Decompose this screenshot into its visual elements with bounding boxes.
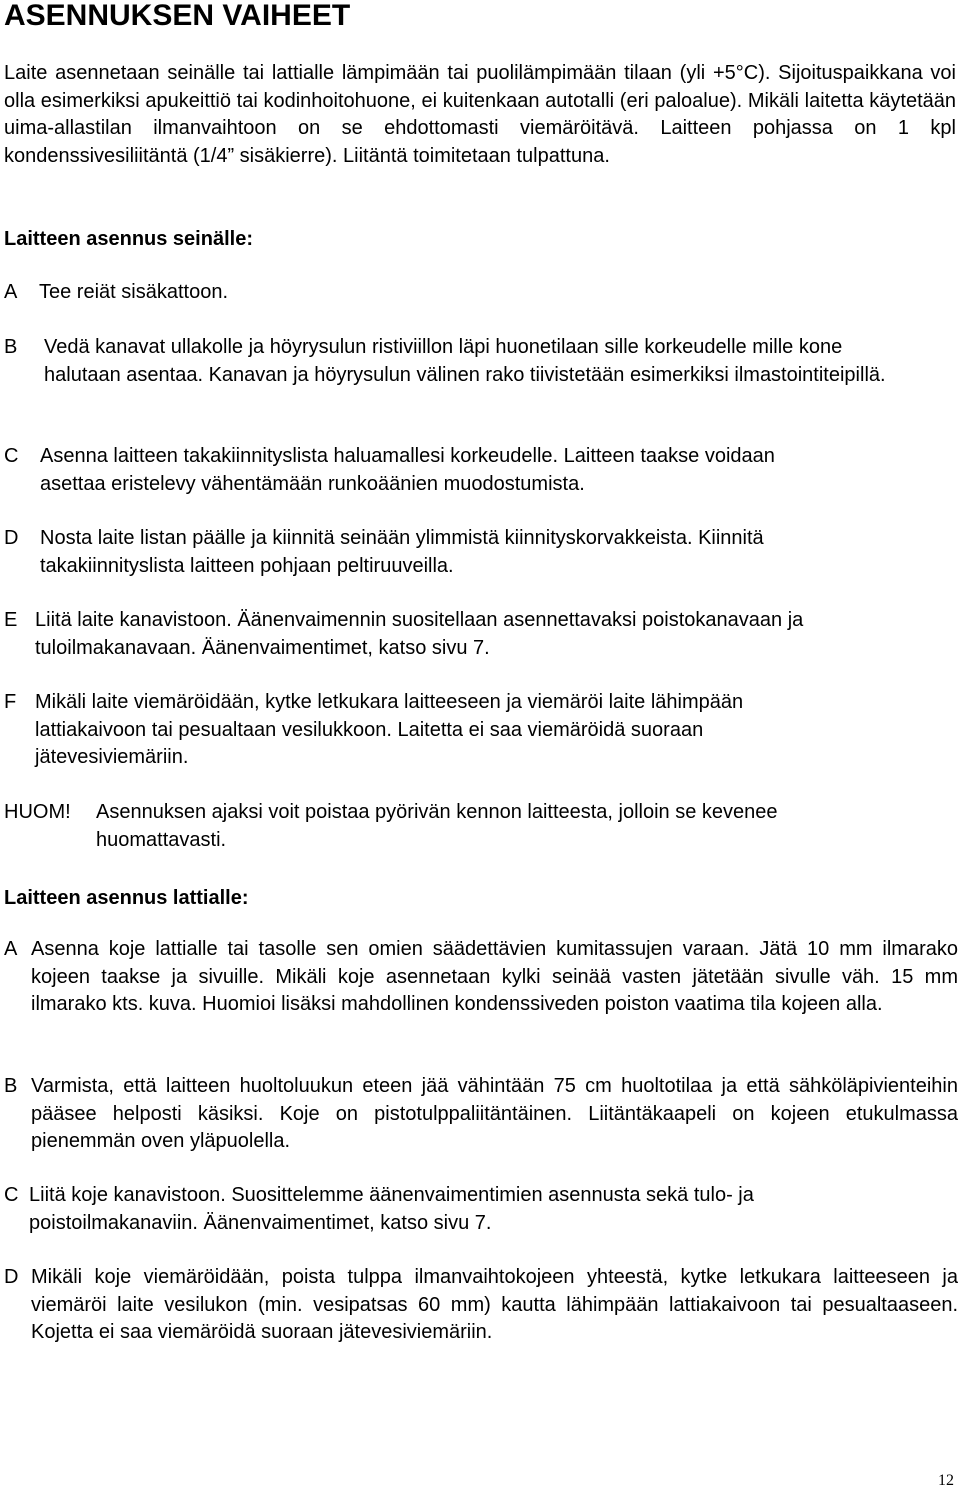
page-number: 12 bbox=[938, 1472, 954, 1489]
note-label: HUOM! bbox=[4, 801, 71, 823]
wall-step-d bbox=[4, 525, 834, 580]
wall-step-e bbox=[4, 607, 804, 662]
step-text: Mikäli koje viemäröidään, poista tulppa ilmanvaihtokojeen yhteestä, kytke letkukara laitteeseen ja viemäröi laite vesilukon (min. vesipatsas 60 mm) kautta lähimpään lattiakaivoon tai pesualtaaseen. Kojetta ei saa viemäröidä suoraan jätevesiviemäriin. bbox=[31, 1266, 958, 1343]
floor-step-b bbox=[4, 1073, 958, 1156]
step-text: Varmista, että laitteen huoltoluukun eteen jää vähintään 75 cm huoltotilaa ja että sähköläpivienteihin pääsee helposti käsiksi. Koje on pistotulppaliitäntäinen. Liitäntäkaapeli on kojeen etukulmassa pienemmän oven yläpuolella. bbox=[31, 1075, 958, 1152]
intro-paragraph: Laite asennetaan seinälle tai lattialle lämpimään tai puolilämpimään tilaan (yli +5°C). Sijoituspaikkana voi olla esimerkiksi apukeittiö tai kodinhoitohuone, ei kuitenkaan autotalli (eri paloalue). Mikäli laitetta käytetään uima-allastilan ilmanvaihtoon on se ehdottomasti viemäröitävä. Laitteen pohjassa on 1 kpl kondenssivesiliitäntä (1/4” sisäkierre). Liitäntä toimitetaan tulpattuna. bbox=[4, 62, 956, 167]
step-text: Asenna laitteen takakiinnityslista haluamallesi korkeudelle. Laitteen taakse voidaan asettaa eristelevy vähentämään runkoäänien muodostumista. bbox=[40, 445, 775, 495]
step-letter: F bbox=[4, 691, 17, 713]
step-text: Tee reiät sisäkattoon. bbox=[39, 281, 228, 303]
step-letter: B bbox=[4, 1075, 18, 1097]
step-text: Nosta laite listan päälle ja kiinnitä seinään ylimmistä kiinnityskorvakkeista. Kiinnitä takakiinnityslista laitteen pohjaan peltiruuveilla. bbox=[40, 527, 764, 577]
floor-install-heading: Laitteen asennus lattialle: bbox=[4, 887, 249, 909]
wall-step-c bbox=[4, 443, 834, 498]
step-text: Liitä laite kanavistoon. Äänenvaimennin suositellaan asennettavaksi poistokanavaan ja tuloilmakanavaan. Äänenvaimentimet, katso sivu 7. bbox=[35, 609, 804, 659]
wall-install-heading: Laitteen asennus seinälle: bbox=[4, 228, 253, 250]
page-title: ASENNUKSEN VAIHEET bbox=[4, 0, 351, 32]
step-text: Asenna koje lattialle tai tasolle sen omien säädettävien kumitassujen varaan. Jätä 10 mm ilmarako kojeen taakse ja sivuille. Mikäli koje asennetaan kylki seinää vasten jätetään sivulle väh. 15 mm ilmarako kts. kuva. Huomioi lisäksi mahdollinen kondenssiveden poiston vaatima tila kojeen alla. bbox=[31, 938, 958, 1015]
step-text: Vedä kanavat ullakolle ja höyrysulun ristiviillon läpi huonetilaan sille korkeudelle mille kone halutaan asentaa. Kanavan ja höyrysulun välinen rako tiivistetään esimerkiksi ilmastointiteipillä. bbox=[44, 336, 886, 386]
wall-step-f bbox=[4, 689, 794, 772]
floor-step-c bbox=[4, 1182, 814, 1237]
step-letter: A bbox=[4, 938, 18, 960]
floor-step-d bbox=[4, 1264, 958, 1347]
step-letter: D bbox=[4, 1266, 19, 1288]
step-letter: E bbox=[4, 609, 18, 631]
wall-step-a bbox=[4, 279, 904, 307]
step-letter: A bbox=[4, 281, 18, 303]
step-letter: C bbox=[4, 445, 19, 467]
step-letter: B bbox=[4, 336, 18, 358]
floor-step-a bbox=[4, 936, 958, 1019]
step-letter: C bbox=[4, 1184, 19, 1206]
step-text: Mikäli laite viemäröidään, kytke letkukara laitteeseen ja viemäröi laite lähimpään lattiakaivoon tai pesualtaan vesilukkoon. Laitetta ei saa viemäröidä suoraan jätevesiviemäriin. bbox=[35, 691, 744, 768]
step-text: Liitä koje kanavistoon. Suosittelemme äänenvaimentimien asennusta sekä tulo- ja poistoilmakanaviin. Äänenvaimentimet, katso sivu 7. bbox=[29, 1184, 754, 1234]
wall-step-b bbox=[4, 334, 924, 389]
step-letter: D bbox=[4, 527, 19, 549]
note-text: Asennuksen ajaksi voit poistaa pyörivän kennon laitteesta, jolloin se kevenee huomattavasti. bbox=[96, 801, 778, 851]
wall-note bbox=[4, 799, 804, 854]
